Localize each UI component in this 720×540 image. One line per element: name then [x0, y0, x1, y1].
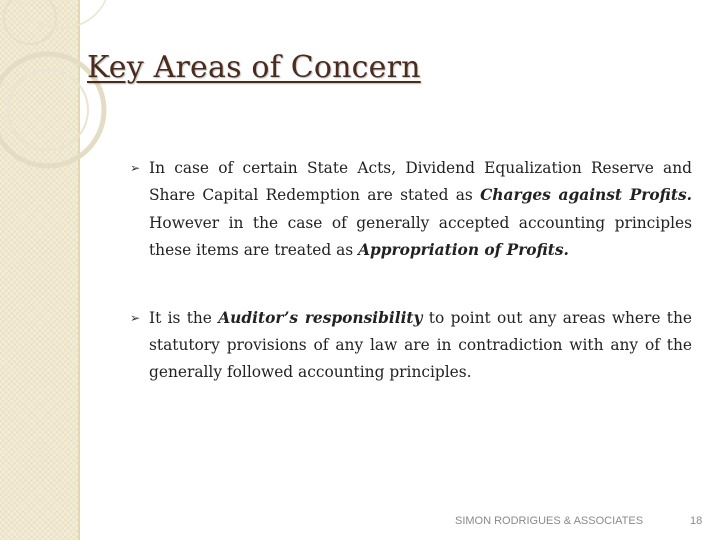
- footer-organization: SIMON RODRIGUES & ASSOCIATES: [455, 515, 644, 527]
- emphasis-text: Appropriation of Profits.: [358, 241, 569, 260]
- emphasis-text: Charges against Profits.: [480, 186, 692, 205]
- arrow-bullet-icon: ➢: [130, 161, 141, 175]
- page-number: 18: [690, 515, 703, 527]
- arrow-bullet-icon: ➢: [130, 310, 141, 325]
- decor-circle-top: [14, 0, 110, 28]
- bullet-item-1: [130, 155, 692, 265]
- slide-title: Key Areas of Concern: [87, 50, 421, 85]
- bullet-list: [130, 155, 692, 387]
- emphasis-text: Auditor’s responsibility: [218, 308, 423, 327]
- decor-circle-medium: [8, 70, 88, 150]
- bullet-item-2: [130, 305, 692, 387]
- decor-circle-small: [4, 0, 56, 44]
- bullet-text: It is the Auditor’s responsibility to point out any areas where the statutory provisions of any law are in contradiction with any of the generally followed accounting principles.: [149, 308, 692, 382]
- bullet-text: In case of certain State Acts, Dividend Equalization Reserve and Share Capital Redemption are stated as Charges against Profits. However in the case of generally accepted accounting principles these items are treated as Appropriation of Profits.: [149, 159, 692, 260]
